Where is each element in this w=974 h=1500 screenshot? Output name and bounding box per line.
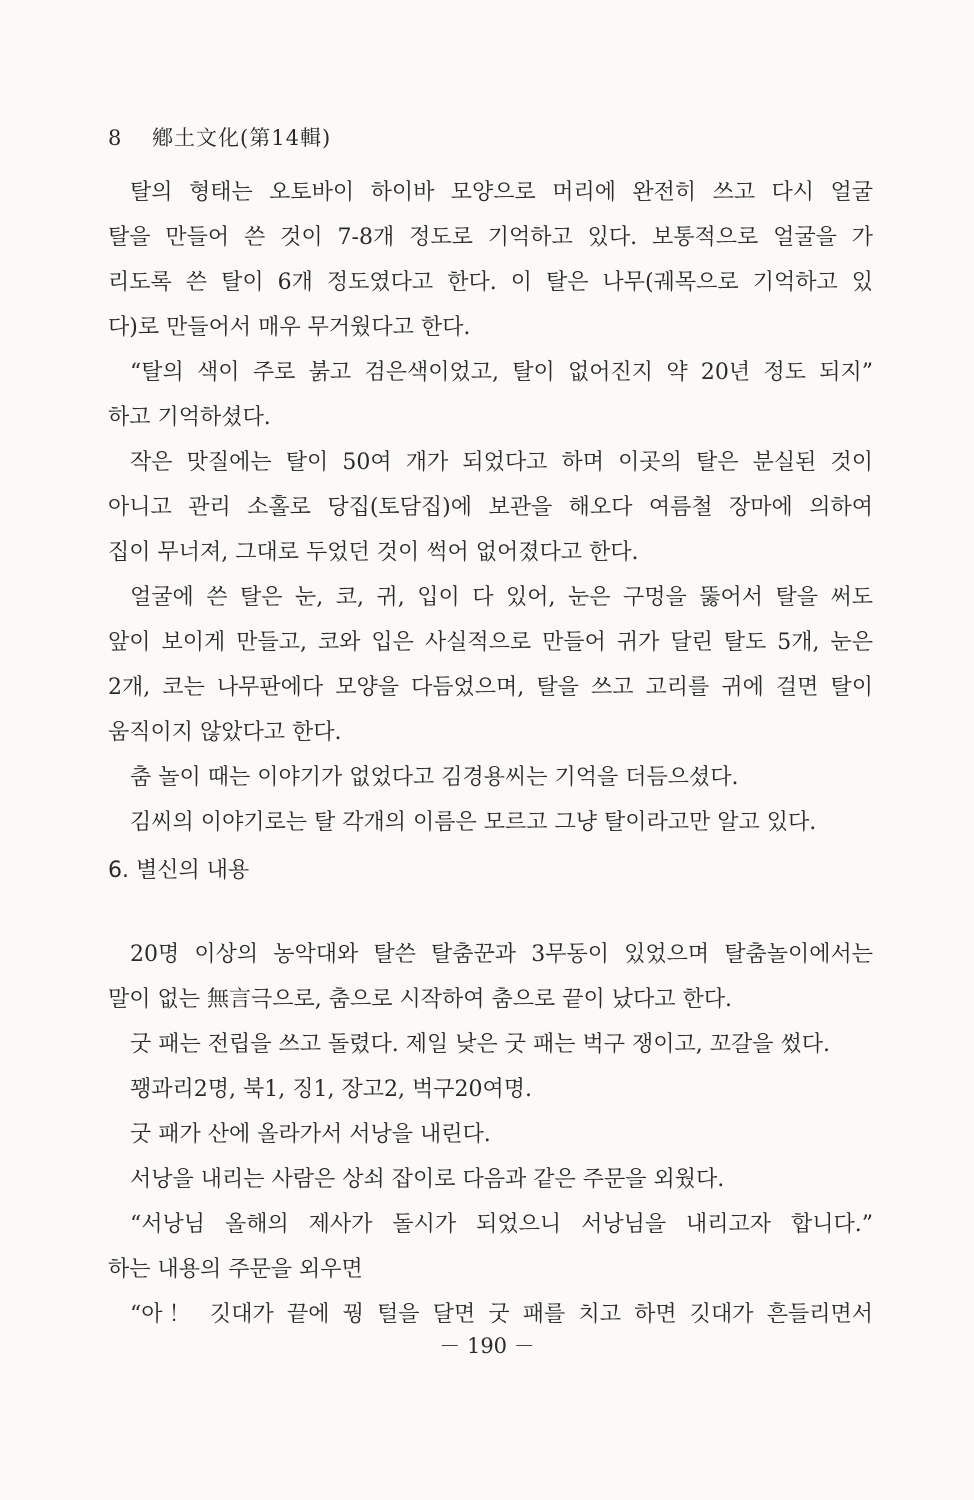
text-line: “서낭님 올해의 제사가 돌시가 되었으니 서낭님을 내리고자 합니다.” xyxy=(130,1212,873,1237)
text-line: 꽹과리2명, 북1, 징1, 장고2, 벅구20여명. xyxy=(130,1077,532,1102)
text-line: 아니고 관리 소홀로 당집(토담집)에 보관을 해오다 여름철 장마에 의하여 xyxy=(108,495,873,520)
text-line: 탈을 만들어 쓴 것이 7-8개 정도로 기억하고 있다. 보통적으로 얼굴을 가 xyxy=(108,225,873,250)
header-title: 鄕土文化(第14輯) xyxy=(152,126,332,150)
paragraph xyxy=(108,800,873,845)
paragraph xyxy=(108,1067,873,1112)
paragraph xyxy=(108,575,873,755)
text-line: 집이 무너져, 그대로 두었던 것이 썩어 없어졌다고 한다. xyxy=(108,540,639,565)
paragraph xyxy=(108,755,873,800)
text-line: 2개, 코는 나무판에다 모양을 다듬었으며, 탈을 쓰고 고리를 귀에 걸면 탈이 xyxy=(108,675,873,700)
running-header xyxy=(108,122,331,152)
text-line: “아！ 깃대가 끝에 꿩 털을 달면 굿 패를 치고 하면 깃대가 흔들리면서 xyxy=(130,1302,873,1327)
text-line: 하고 기억하셨다. xyxy=(108,405,271,430)
paragraph xyxy=(108,170,873,350)
paragraph xyxy=(108,440,873,575)
paragraph xyxy=(108,350,873,440)
text-line: “탈의 색이 주로 붉고 검은색이었고, 탈이 없어진지 약 20년 정도 되지” xyxy=(130,360,873,385)
text-line: 앞이 보이게 만들고, 코와 입은 사실적으로 만들어 귀가 달린 탈도 5개, 눈은 xyxy=(108,630,873,655)
paragraph xyxy=(108,932,873,1022)
text-line: 서낭을 내리는 사람은 상쇠 잡이로 다음과 같은 주문을 외웠다. xyxy=(130,1167,725,1192)
paragraph xyxy=(108,1202,873,1292)
page-number: － 190 － xyxy=(439,1334,535,1358)
text-line: 얼굴에 쓴 탈은 눈, 코, 귀, 입이 다 있어, 눈은 구멍을 뚫어서 탈을 써도 xyxy=(130,585,873,610)
text-line: 탈의 형태는 오토바이 하이바 모양으로 머리에 완전히 쓰고 다시 얼굴 xyxy=(130,180,873,205)
paragraph xyxy=(108,1022,873,1067)
body-text-top xyxy=(108,170,873,845)
text-line: 움직이지 않았다고 한다. xyxy=(108,720,342,745)
body-text-bottom xyxy=(108,932,873,1337)
text-line: 김씨의 이야기로는 탈 각개의 이름은 모르고 그냥 탈이라고만 알고 있다. xyxy=(130,810,817,835)
text-line: 말이 없는 無言극으로, 춤으로 시작하여 춤으로 끝이 났다고 한다. xyxy=(108,987,732,1012)
text-line: 다)로 만들어서 매우 무거웠다고 한다. xyxy=(108,315,471,340)
text-line: 작은 맛질에는 탈이 50여 개가 되었다고 하며 이곳의 탈은 분실된 것이 xyxy=(130,450,873,475)
text-line: 굿 패가 산에 올라가서 서낭을 내린다. xyxy=(130,1122,491,1147)
header-page-number: 8 xyxy=(108,126,123,150)
text-line: 춤 놀이 때는 이야기가 없었다고 김경용씨는 기억을 더듬으셨다. xyxy=(130,765,739,790)
text-line: 굿 패는 전립을 쓰고 돌렸다. 제일 낮은 굿 패는 벅구 쟁이고, 꼬갈을 썼다. xyxy=(130,1032,830,1057)
text-line: 하는 내용의 주문을 외우면 xyxy=(108,1257,363,1282)
paragraph xyxy=(108,1157,873,1202)
text-line: 20명 이상의 농악대와 탈쓴 탈춤꾼과 3무동이 있었으며 탈춤놀이에서는 xyxy=(130,942,873,967)
paragraph xyxy=(108,1112,873,1157)
section-heading: 6. 별신의 내용 xyxy=(108,858,250,883)
text-line: 리도록 쓴 탈이 6개 정도였다고 한다. 이 탈은 나무(궤목으로 기억하고 있 xyxy=(108,270,873,295)
